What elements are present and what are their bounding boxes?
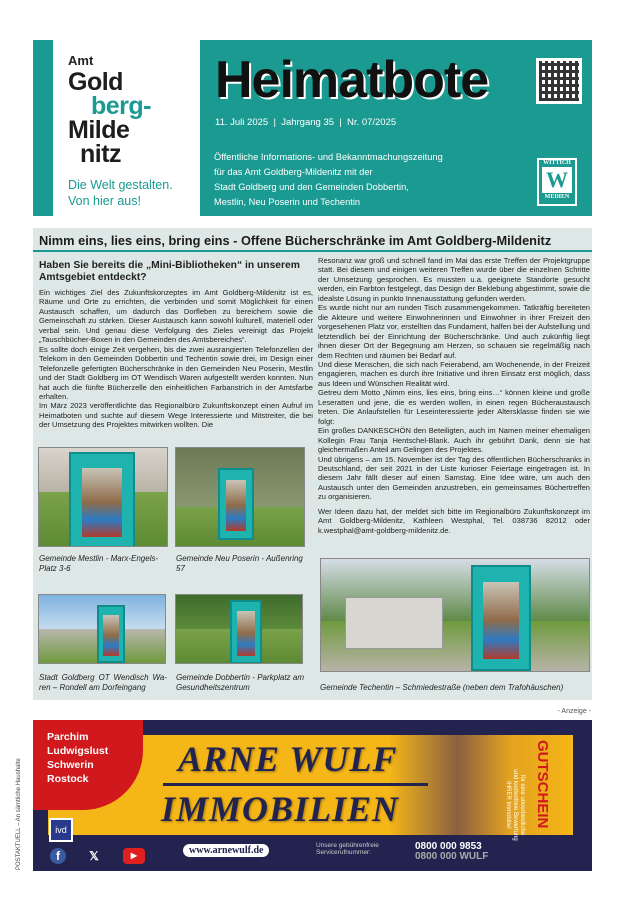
photo-mestlin [38, 447, 168, 547]
brand-divider [163, 783, 428, 786]
description-line: für das Amt Goldberg-Mildenitz mit der [214, 167, 373, 177]
voucher-text [504, 755, 525, 855]
photo-techentin [320, 558, 590, 672]
paragraph: Und diese Menschen, die sich nach Feierabend, am Wochenende, in der Freizeit engagieren, machen es durch ihre Initiative und ihren Einsatz erst möglich, dass aus Ideen und Wünschen Realität wird. [318, 359, 590, 388]
logo-line: Gold [68, 68, 123, 96]
x-icon[interactable]: 𝕏 [89, 849, 99, 863]
caption: Gemeinde Dobbertin - Parkplatz am Gesundheitszentrum [176, 673, 304, 692]
article-title: Nimm eins, lies eins, bring eins - Offene Bücherschränke im Amt Goldberg-Mildenitz [39, 233, 552, 248]
facebook-icon[interactable]: f [50, 848, 66, 864]
service-label-line: Servicerufnummer: [316, 849, 371, 856]
paragraph: Ein wichtiges Ziel des Zukunftskonzeptes im Amt Goldberg-Mildenitz ist es, Räume und Orte zu errichten, die verbinden und somit Möglichkeit für einen Austausch schaffen, um dadurch das Dorfleben zu bereichern sowie die Gemeinschaft zu stärken. Dieser Austausch kann sowohl kulturell, materiell oder verbal sein. Und genau diese Verfolgung des Zieles vereinigt das Projekt „Tauschbücher-Boxen in den Gemeinden des Amtsbereiches“. [39, 288, 313, 345]
phone-number-alt[interactable]: 0800 000 WULF [415, 851, 489, 862]
distribution-note: POSTAKTUELL – An sämtliche Haushalte [16, 758, 22, 870]
paragraph: Und übrigens – am 15. November ist der Tag des öffentlichen Bücherschranks in Deutschland, der seit 2021 in der Liste kurioser Feiertage eingetragen ist. In diesem Jahr fällt dieser auf einen Samstag. Eine Idee wäre, um auch den Austausch unter den Gemeinden anzustreben, ein gemeinsames Büchertreffen zu organisieren. [318, 454, 590, 502]
article [33, 228, 592, 700]
slogan-line: Die Welt gestalten. [68, 178, 173, 192]
publisher-logo: WITTICH W MEDIEN [537, 158, 577, 206]
left-column-text [39, 288, 313, 430]
caption: Gemeinde Techentin – Schmiedestraße (neben dem Trafohäuschen) [320, 683, 564, 692]
masthead [200, 40, 592, 216]
issue-info: 11. Juli 2025 | Jahrgang 35 | Nr. 07/2025 [215, 117, 397, 128]
photo-dobbertin [175, 594, 303, 664]
masthead-accent-bar [33, 40, 53, 216]
publisher-name: MEDIEN [544, 194, 570, 200]
logo-line: Milde [68, 116, 130, 144]
logo-line: nitz [80, 140, 122, 168]
brand-subtitle: IMMOBILIEN [161, 789, 400, 829]
right-column-text [318, 256, 590, 535]
logo-amt: Amt [68, 53, 94, 68]
service-label-line: Unsere gebührenfreie [316, 842, 379, 849]
paragraph: Wer Ideen dazu hat, der meldet sich bitte im Regionalbüro Zukunftskonzept im Amt Goldberg-Mildenitz, Kathleen Westphal, Tel. 038736 82012 oder k.westphal@amt-goldberg-mildenitz.de. [318, 506, 590, 535]
newspaper-title: Heimatbote [215, 51, 489, 109]
paragraph: Es wurde nicht nur am runden Tisch zusammengekommen. Tatkräftig bereiteten die Akteure und weitere Einwohnerinnen und Einwohner in ihrer Freizeit den vorgesehenen Platz vor, erstellten das Fundament, halfen bei der Aufstellung und letztendlich bei der Einrichtung der Bücherschränke. Und auch zukünftig liegt ihnen dieser Ort der Begegnung am Herzen, so schauen sie regelmäßig nach dem Rechten und räumen bei Bedarf auf. [318, 303, 590, 360]
amt-logo [53, 40, 200, 216]
description-line: Stadt Goldberg und den Gemeinden Dobbertin, [214, 182, 409, 192]
qr-code[interactable] [536, 58, 582, 104]
voucher-line: und kostenfreie Bewertung [512, 769, 518, 841]
service-label [316, 842, 379, 856]
website-link[interactable]: www.arnewulf.de [183, 844, 269, 857]
paragraph: Resonanz war groß und schnell fand im Mai das erste Treffen der Projektgruppe statt. Bei diesem und einigen weiteren Treffen wurde über die einzelnen Schritte der Umsetzung gesprochen. Es mussten u.a. geeignete Standorte gesucht werden, ein Farbton festgelegt, das Design der Beklebung abgestimmt, sowie die idealste Lösung in punkto Innenausstattung gefunden werden. [318, 256, 590, 303]
city: Rostock [47, 773, 89, 785]
description [214, 150, 494, 210]
photo-neu-poserin [175, 447, 305, 547]
voucher-title: GUTSCHEIN [534, 740, 551, 829]
youtube-icon[interactable]: ▶ [123, 848, 145, 864]
caption: Stadt Goldberg OT Wendisch Waren – Rondell am Dorfeingang [39, 673, 167, 692]
city: Schwerin [47, 759, 94, 771]
article-subtitle: Haben Sie bereits die „Mini-Bibliotheken“ in unserem Amtsgebiet entdeckt? [39, 260, 300, 283]
paragraph: Im März 2023 veröffentlichte das Regionalbüro Zukunftskonzept einen Aufruf im Heimatboten und suchte auf diesem Wege Interessierte und Mitstreiter, die bei der Umsetzung des Projektes mitwirken wollten. Die [39, 401, 313, 430]
slogan [68, 177, 173, 209]
title-divider [33, 250, 592, 252]
caption: Gemeinde Neu Poserin - Außenring 57 [176, 554, 303, 573]
paragraph: Ein großes DANKESCHÖN den Beteiligten, auch im Namen meiner ehemaligen Kollegin Frau Tanja Hentschel-Blank. Auch ihr gebührt Dank, denn sie hat gleichermaßen Anteil am Gelingen des Projektes. [318, 426, 590, 455]
brand-name: ARNE WULF [178, 739, 398, 779]
paragraph: Es sollte doch einige Zeit vergehen, bis die zwei ausrangierten Telefonzellen der Telekom in den Gemeinden Dobbertin und Techentin sowie drei, im Design einer Telefonzelle gefertigten Bücherschränke in den Gemeinden Neu Poserin, Mestlin und der Stadt Goldberg im OT Wendisch Waren aufgestellt werden konnten. Nun hat auch die fünfte Bücherzelle den einheitlichen Farbanstrich in der Amtsfarbe erhalten. [39, 344, 313, 401]
advertisement[interactable] [33, 720, 592, 871]
voucher-line: IHRER Immobilie! [505, 781, 511, 829]
description-line: Mestlin, Neu Poserin und Techentin [214, 197, 361, 207]
paragraph: Getreu dem Motto „Nimm eins, lies eins, bring eins…“ können kleine und große Leseratten und jene, die es werden wollen, in einen regen Bücheraustausch treten. Die Anlaufstellen für Leseinteressierte jeder Altersklasse finden sie wie folgt: [318, 388, 590, 426]
description-line: Öffentliche Informations- und Bekanntmachungszeitung [214, 152, 443, 162]
ivd-logo: ivd [49, 818, 73, 842]
city: Ludwigslust [47, 745, 109, 757]
ad-label: - Anzeige - [557, 708, 591, 715]
photo-wendisch-waren [38, 594, 166, 664]
phone-number[interactable]: 0800 000 9853 [415, 841, 482, 852]
publisher-name: WITTICH [543, 160, 571, 166]
city: Parchim [47, 731, 89, 743]
caption: Gemeinde Mestlin - Marx-Engels-Platz 3-6 [39, 554, 159, 573]
voucher-line: für eine unverbindliche [519, 774, 525, 836]
slogan-line: Von hier aus! [68, 194, 141, 208]
logo-line: berg- [91, 92, 151, 120]
